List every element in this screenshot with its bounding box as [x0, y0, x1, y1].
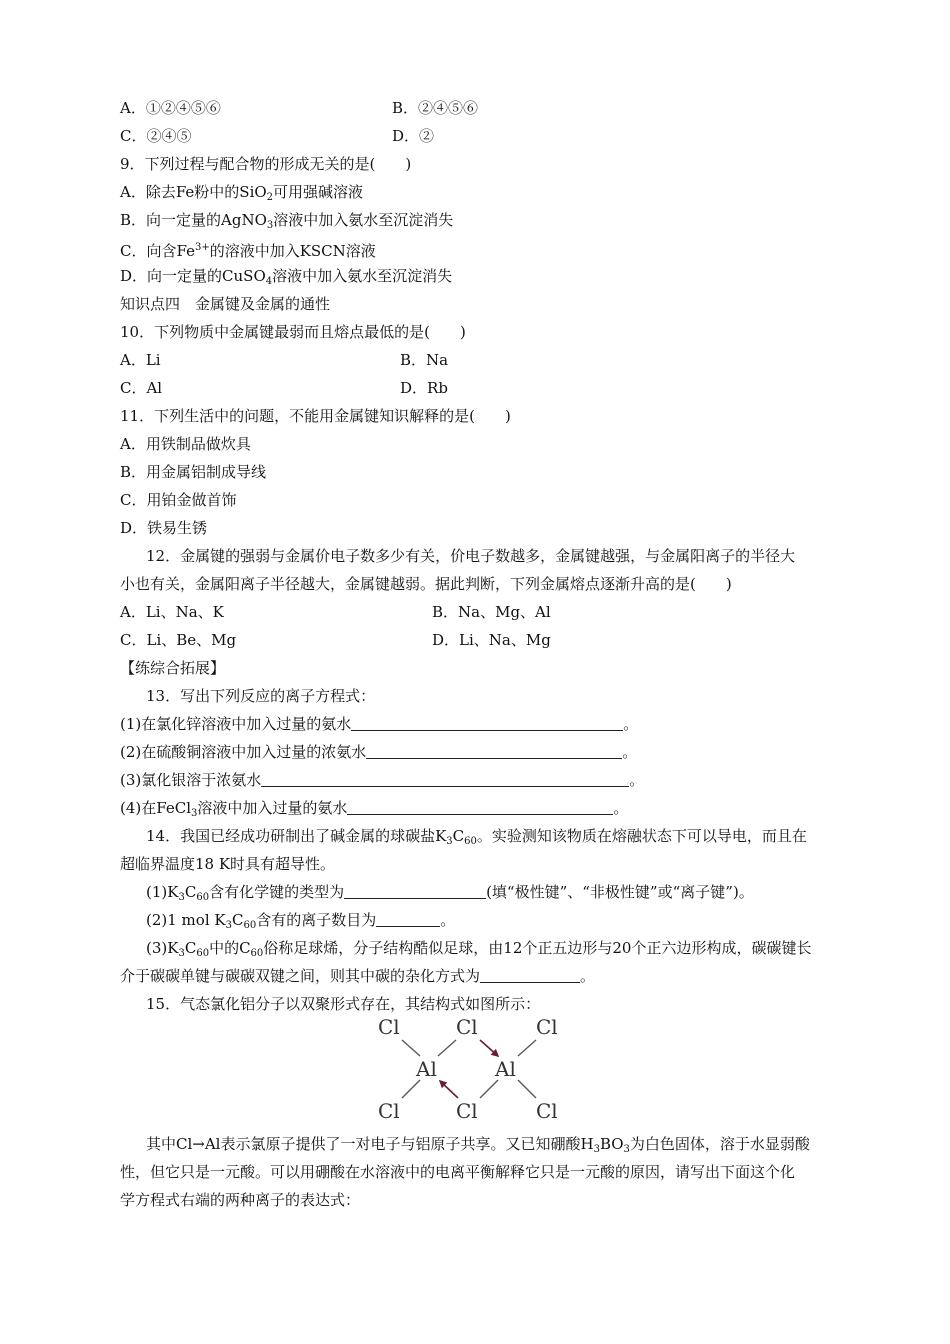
q8-option-a: A．①②④⑤⑥ — [120, 99, 221, 117]
q9-option-b: B．向一定量的AgNO$_3$溶液中加入氨水至沉淀消失 — [120, 211, 454, 231]
q12-option-a: A．Li、Na、K — [120, 603, 224, 621]
q12-option-d: D．Li、Na、Mg — [432, 631, 551, 649]
q13-stem: 13．写出下列反应的离子方程式： — [146, 687, 376, 705]
bond-line — [480, 1080, 498, 1098]
q14-part-2: (2)1 mol $K_3C_{60}$含有的离子数目为 。 — [146, 911, 456, 931]
q11-stem: 11．下列生活中的问题，不能用金属键知识解释的是( ) — [120, 407, 511, 425]
atom-cl-bottom-middle: Cl — [456, 1099, 478, 1122]
atom-al-right: Al — [495, 1057, 516, 1081]
q10-option-c: C．Al — [120, 379, 163, 397]
q15-stem: 15．气态氯化铝分子以双聚形式存在，其结构式如图所示： — [146, 995, 541, 1013]
q15-text-line3: 学方程式右端的两种离子的表达式： — [120, 1191, 361, 1209]
q13-part-4: (4)在FeCl$_3$溶液中加入过量的氨水 。 — [120, 799, 629, 819]
section-heading-4: 知识点四 金属键及金属的通性 — [120, 295, 331, 313]
q14-stem-line1: 14．我国已经成功研制出了碱金属的球碳盐$K_3C_{60}$。实验测知该物质在熔融状态下可以导电，而且在 — [146, 827, 807, 847]
al2cl6-structure-diagram — [366, 1012, 576, 1122]
q12-stem-line1: 12．金属键的强弱与金属价电子数多少有关，价电子数越多，金属键越强，与金属阳离子的半径大 — [146, 547, 796, 565]
q11-option-c: C．用铂金做首饰 — [120, 491, 237, 509]
q9-stem: 9．下列过程与配合物的形成无关的是( ) — [120, 155, 412, 173]
q15-text-line1: 其中Cl→Al表示氯原子提供了一对电子与铝原子共享。又已知硼酸$H_3BO_3$为白色固体，溶于水显弱酸 — [146, 1135, 810, 1155]
bond-line — [438, 1040, 456, 1056]
atom-cl-bottom-right: Cl — [536, 1099, 558, 1122]
answer-blank[interactable] — [261, 772, 629, 787]
q9-option-a: A．除去Fe粉中的SiO$_2$可用强碱溶液 — [120, 183, 364, 203]
atom-cl-top-middle: Cl — [456, 1015, 478, 1039]
q13-part-3: (3)氯化银溶于浓氨水 。 — [120, 771, 645, 789]
q10-option-d: D．Rb — [400, 379, 448, 397]
answer-blank[interactable] — [480, 968, 580, 983]
q14-part-3-line1: $(3)K_3C_{60}$中的$C_{60}$俗称足球烯，分子结构酷似足球，由12个正五边形与20个正六边形构成，碳碳键长 — [146, 939, 812, 959]
q15-text-line2: 性，但它只是一元酸。可以用硼酸在水溶液中的电离平衡解释它只是一元酸的原因，请写出下面这个化 — [120, 1163, 796, 1181]
q14-part-1: $(1)K_3C_{60}$含有化学键的类型为 (填“极性键”、“非极性键”或“离子键”)。 — [146, 883, 754, 903]
bond-line — [402, 1040, 420, 1056]
q12-option-c: C．Li、Be、Mg — [120, 631, 237, 649]
answer-blank[interactable] — [376, 912, 440, 927]
atom-cl-bottom-left: Cl — [378, 1099, 400, 1122]
q13-part-1: (1)在氯化锌溶液中加入过量的氨水 。 — [120, 715, 639, 733]
coordinate-bond-arrow — [440, 1081, 458, 1098]
q11-option-b: B．用金属铝制成导线 — [120, 463, 267, 481]
answer-blank[interactable] — [344, 884, 486, 899]
q11-option-a: A．用铁制品做炊具 — [120, 435, 251, 453]
section-heading-extension: 【练综合拓展】 — [120, 659, 226, 677]
q10-stem: 10．下列物质中金属键最弱而且熔点最低的是( ) — [120, 323, 466, 341]
q8-option-d: D．② — [392, 127, 435, 145]
q10-option-b: B．Na — [400, 351, 449, 369]
q9-option-d: D．向一定量的CuSO$_4$溶液中加入氨水至沉淀消失 — [120, 267, 453, 287]
answer-blank[interactable] — [351, 716, 623, 731]
q10-option-a: A．Li — [120, 351, 161, 369]
atom-al-left: Al — [416, 1057, 437, 1081]
bond-line — [518, 1040, 536, 1056]
q8-option-b: B．②④⑤⑥ — [392, 99, 479, 117]
coordinate-bond-arrow — [480, 1040, 498, 1056]
bond-line — [402, 1080, 420, 1098]
answer-blank[interactable] — [366, 744, 622, 759]
q14-part-3-line2: 介于碳碳单键与碳碳双键之间，则其中碳的杂化方式为 。 — [120, 967, 596, 985]
q13-part-2: (2)在硫酸铜溶液中加入过量的浓氨水 。 — [120, 743, 638, 761]
q9-option-c: C．向含$Fe^{3+}$的溶液中加入KSCN溶液 — [120, 242, 376, 260]
answer-blank[interactable] — [347, 800, 613, 815]
atom-cl-top-left: Cl — [378, 1015, 400, 1039]
q12-option-b: B．Na、Mg、Al — [432, 603, 551, 621]
q11-option-d: D．铁易生锈 — [120, 519, 208, 537]
q12-stem-line2: 小也有关，金属阳离子半径越大，金属键越弱。据此判断，下列金属熔点逐渐升高的是( ) — [120, 575, 732, 593]
q8-option-c: C．②④⑤ — [120, 127, 192, 145]
q14-stem-line2: 超临界温度18 K时具有超导性。 — [120, 855, 336, 873]
bond-line — [518, 1080, 536, 1098]
atom-cl-top-right: Cl — [536, 1015, 558, 1039]
